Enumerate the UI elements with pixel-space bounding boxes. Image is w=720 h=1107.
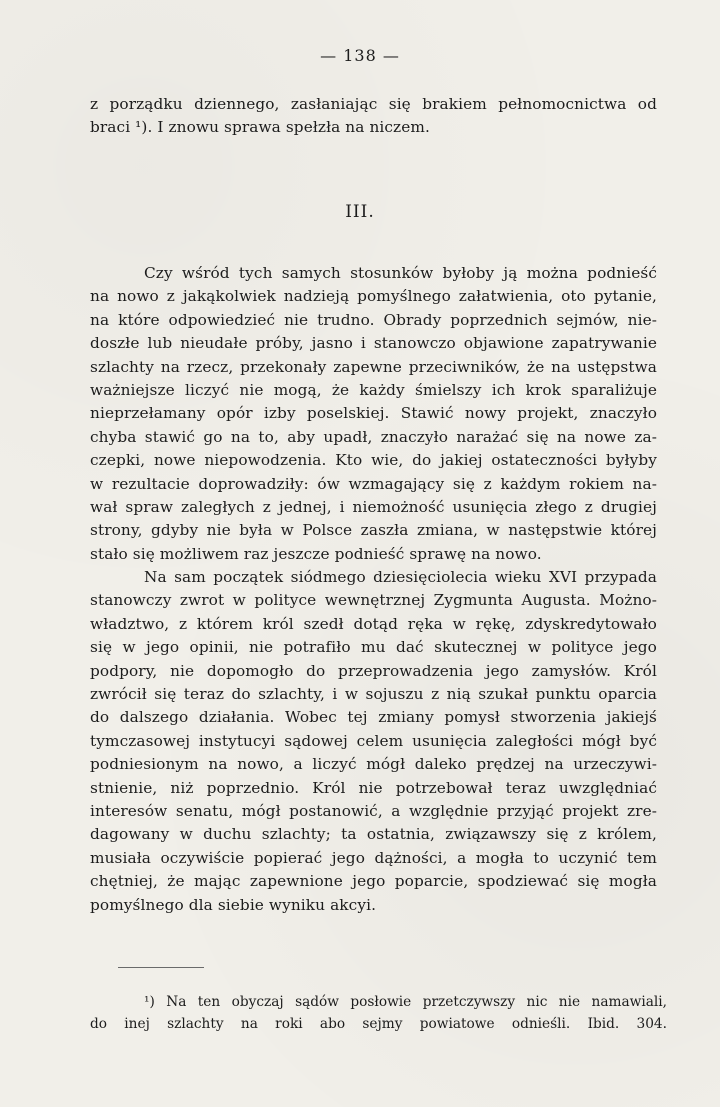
text-line: dagowany w duchu szlachty; ta ostatnia, związawszy się z królem,	[90, 825, 657, 844]
text-line: Czy wśród tych samych stosunków byłoby ją można podnieść	[144, 264, 657, 282]
page-number: — 138 —	[320, 46, 400, 65]
paragraph	[90, 566, 657, 917]
text-line: doszłe lub nieudałe próby, jasno i stanowczo objawione zapatrywanie	[90, 334, 657, 353]
text-line: czepki, nowe niepowodzenia. Kto wie, do jakiej ostateczności byłyby	[90, 451, 657, 470]
text-line: stało się możliwem raz jeszcze podnieść sprawę na nowo.	[90, 544, 542, 563]
footnote-line: do inej szlachty na roki abo sejmy powiatowe odnieśli. Ibid. 304.	[90, 1015, 667, 1032]
footnote-divider	[118, 967, 204, 968]
text-line: do dalszego działania. Wobec tej zmiany pomysł stworzenia jakiejś	[90, 708, 657, 727]
text-line: nieprzełamany opór izby poselskiej. Stawić nowy projekt, znaczyło	[90, 404, 657, 423]
text-line: zwrócił się teraz do szlachty, i w sojuszu z nią szukał punktu oparcia	[90, 685, 657, 704]
text-line: w rezultacie doprowadziły: ów wzmagający się z każdym rokiem na-	[90, 474, 657, 493]
text-line: braci ¹). I znowu sprawa spełzła na niczem.	[90, 118, 430, 137]
text-line: podniesionym na nowo, a liczyć mógł daleko prędzej na urzeczywi-	[90, 755, 657, 774]
text-line: szlachty na rzecz, przekonały zapewne przeciwników, że na ustępstwa	[90, 357, 657, 376]
text-line: ważniejsze liczyć nie mogą, że każdy śmielszy ich krok sparaliżuje	[90, 381, 657, 400]
text-line: tymczasowej instytucyi sądowej celem usunięcia zaległości mógł być	[90, 731, 657, 750]
text-line: pomyślnego dla siebie wyniku akcyi.	[90, 895, 377, 914]
text-line: podpory, nie dopomogło do przeprowadzenia jego zamysłów. Król	[90, 661, 657, 680]
text-line: chętniej, że mając zapewnione jego poparcie, spodziewać się mogła	[90, 872, 657, 891]
section-heading: III.	[345, 202, 375, 222]
footnote	[90, 992, 667, 1035]
text-line: władztwo, z którem król szedł dotąd ręka w rękę, zdyskredytowało	[90, 614, 657, 633]
continued-paragraph	[90, 93, 657, 140]
text-line: musiała oczywiście popierać jego dążności, a mogła to uczynić tem	[90, 848, 657, 867]
text-line: strony, gdyby nie była w Polsce zaszła zmiana, w następstwie której	[90, 521, 657, 540]
text-line: Na sam początek siódmego dziesięciolecia wieku XVI przypada	[144, 568, 657, 586]
text-line: wał spraw zaległych z jednej, i niemożność usunięcia złego z drugiej	[90, 498, 657, 517]
text-line: chyba stawić go na to, aby upadł, znaczyło narażać się na nowe za-	[90, 427, 657, 446]
text-line: stnienie, niż poprzednio. Król nie potrzebował teraz uwzględniać	[90, 778, 657, 797]
text-line: stanowczy zwrot w polityce wewnętrznej Zygmunta Augusta. Możno-	[90, 591, 657, 610]
text-line: na które odpowiedzieć nie trudno. Obrady poprzednich sejmów, nie-	[90, 310, 657, 329]
footnote-line: ¹) Na ten obyczaj sądów posłowie przetczywszy nic nie namawiali,	[144, 994, 667, 1010]
paragraph	[90, 262, 657, 566]
text-line: z porządku dziennego, zasłaniając się brakiem pełnomocnictwa od	[90, 95, 657, 113]
text-line: się w jego opinii, nie potrafiło mu dać skutecznej w polityce jego	[90, 638, 657, 657]
text-line: na nowo z jakąkolwiek nadzieją pomyślnego załatwienia, oto pytanie,	[90, 287, 657, 306]
text-line: interesów senatu, mógł postanowić, a względnie przyjąć projekt zre-	[90, 802, 657, 821]
